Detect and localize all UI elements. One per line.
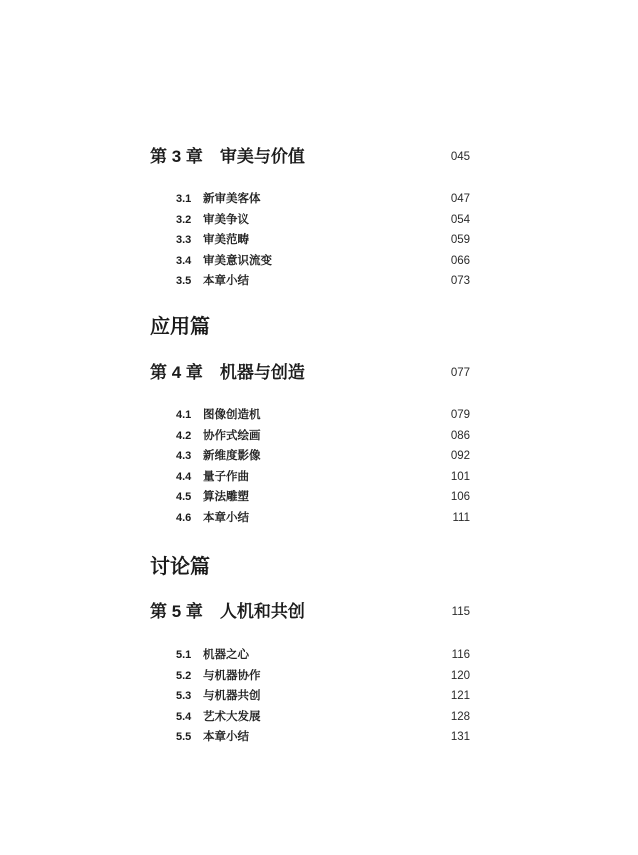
section-number: 4.5 xyxy=(176,491,192,504)
chapter-page-number: 077 xyxy=(450,367,470,379)
section-title: 与机器协作 xyxy=(203,669,261,682)
section-page-number: 059 xyxy=(450,234,470,246)
section-title: 本章小结 xyxy=(203,275,249,287)
section-title: 协作式绘画 xyxy=(203,429,261,442)
section-page-number: 073 xyxy=(450,275,470,287)
chapter-title: 人机和共创 xyxy=(219,602,305,621)
chapter-page-number: 115 xyxy=(451,606,470,618)
toc-entry xyxy=(150,508,470,529)
section-page-number: 092 xyxy=(450,450,470,463)
section-list xyxy=(150,405,470,529)
section-number: 4.3 xyxy=(176,450,192,463)
section-number: 3.1 xyxy=(176,193,192,205)
section-title: 审美争议 xyxy=(203,213,249,226)
chapter-page-number: 045 xyxy=(450,151,470,163)
chapter-title: 机器与创造 xyxy=(219,363,305,382)
section-title: 与机器共创 xyxy=(203,690,261,702)
section-title: 审美意识流变 xyxy=(203,254,272,267)
chapter-label: 第 4 章 xyxy=(150,363,203,382)
section-title: 图像创造机 xyxy=(203,409,261,421)
chapter-title: 审美与价值 xyxy=(219,147,305,166)
section-number: 5.3 xyxy=(176,690,192,702)
toc-entry xyxy=(150,230,470,251)
section-page-number: 131 xyxy=(450,731,470,743)
section-page-number: 101 xyxy=(450,470,470,483)
section-number: 4.6 xyxy=(176,511,192,524)
section-number: 3.4 xyxy=(176,254,192,267)
section-number: 3.5 xyxy=(176,275,192,287)
toc-entry xyxy=(150,707,470,728)
chapter-heading xyxy=(150,600,470,624)
toc-entry xyxy=(150,405,470,426)
chapter-heading xyxy=(150,145,470,169)
section-list xyxy=(150,189,470,292)
section-title: 量子作曲 xyxy=(203,470,249,483)
toc-entry xyxy=(150,645,470,666)
section-page-number: 111 xyxy=(452,511,470,524)
section-page-number: 047 xyxy=(450,193,470,205)
toc-entry xyxy=(150,686,470,707)
toc-entry xyxy=(150,189,470,210)
section-page-number: 054 xyxy=(450,213,470,226)
section-number: 5.2 xyxy=(176,669,192,682)
section-title: 新审美客体 xyxy=(203,193,261,205)
part-heading: 讨论篇 xyxy=(150,556,210,578)
section-title: 机器之心 xyxy=(203,649,249,661)
toc-entry xyxy=(150,666,470,687)
section-page-number: 121 xyxy=(450,690,470,702)
section-page-number: 106 xyxy=(450,491,470,504)
chapter-label: 第 3 章 xyxy=(150,147,203,166)
section-page-number: 086 xyxy=(450,429,470,442)
section-number: 3.2 xyxy=(176,213,192,226)
section-page-number: 128 xyxy=(450,710,470,723)
table-of-contents xyxy=(150,0,470,855)
section-number: 5.4 xyxy=(176,710,192,723)
chapter-heading xyxy=(150,361,470,385)
section-title: 算法雕塑 xyxy=(203,491,249,504)
section-page-number: 120 xyxy=(450,669,470,682)
section-number: 4.4 xyxy=(176,470,192,483)
toc-entry xyxy=(150,210,470,231)
section-title: 新维度影像 xyxy=(203,450,261,463)
toc-entry xyxy=(150,251,470,272)
part-heading: 应用篇 xyxy=(150,316,210,338)
toc-entry xyxy=(150,446,470,467)
section-page-number: 116 xyxy=(451,649,470,661)
section-number: 4.1 xyxy=(176,409,192,421)
section-title: 审美范畴 xyxy=(203,234,249,246)
toc-entry xyxy=(150,426,470,447)
section-list xyxy=(150,645,470,748)
toc-entry xyxy=(150,727,470,748)
section-number: 4.2 xyxy=(176,429,192,442)
section-title: 本章小结 xyxy=(203,731,249,743)
section-number: 3.3 xyxy=(176,234,192,246)
section-number: 5.1 xyxy=(176,649,192,661)
toc-entry xyxy=(150,467,470,488)
section-page-number: 079 xyxy=(450,409,470,421)
section-number: 5.5 xyxy=(176,731,192,743)
toc-entry xyxy=(150,271,470,292)
section-page-number: 066 xyxy=(450,254,470,267)
chapter-label: 第 5 章 xyxy=(150,602,203,621)
toc-entry xyxy=(150,487,470,508)
section-title: 艺术大发展 xyxy=(203,710,261,723)
section-title: 本章小结 xyxy=(203,511,249,524)
